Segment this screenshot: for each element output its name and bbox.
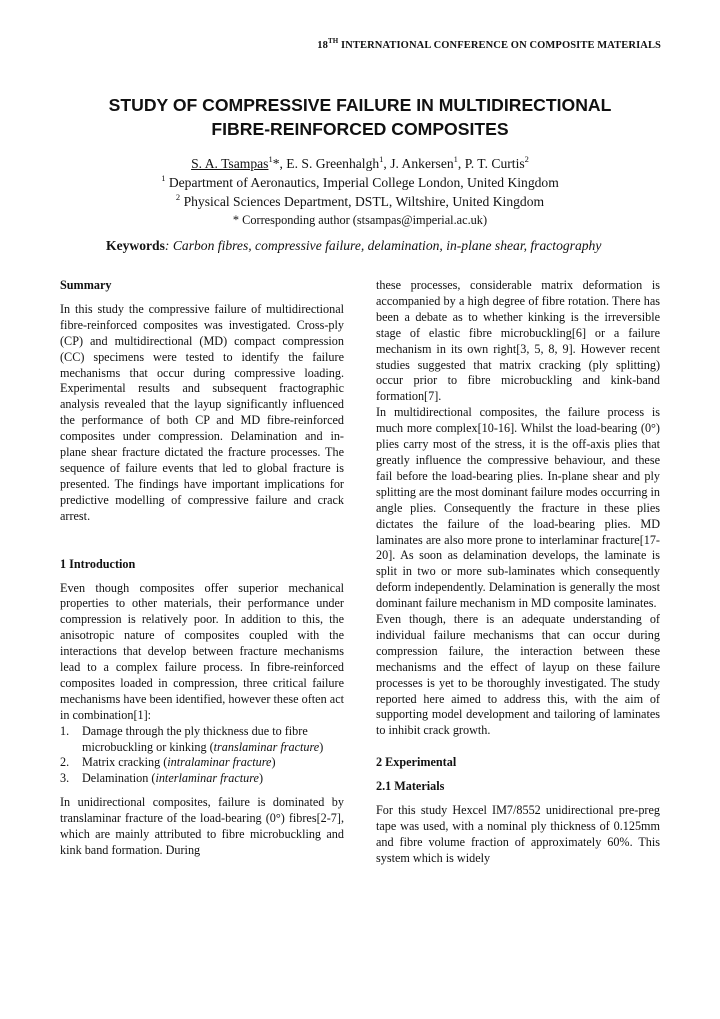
affiliation-1-sup: 1 [161, 173, 166, 183]
summary-body: In this study the compressive failure of multidirectional fibre-reinforced composites was investigated. Cross-ply (CP) and multidirectional (MD) compact compression (CC) specimens were tested to identify the failure mechanisms that occur during compressive loading. Experimental results and subsequent fractographic analysis revealed that the layup significantly influenced the performance of both CP and MD fibre-reinforced composites under compression. Delamination and in-plane shear fracture dictated the fracture processes. The sequence of failure events that led to global fracture is presented. The findings have important implications for predictive modelling of compressive failure and crack arrest. [60, 301, 344, 523]
list-term: interlaminar fracture [155, 771, 259, 786]
author-4-name: , P. T. Curtis [457, 156, 525, 171]
keywords-line [106, 237, 706, 255]
list-close: ) [258, 771, 263, 786]
author-2-sup: 1 [379, 154, 384, 164]
header-ordinal-suffix: TH [328, 37, 339, 45]
right-column [376, 278, 660, 867]
left-column [60, 278, 344, 859]
list-term: translaminar fracture [213, 739, 320, 754]
keywords-label: Keywords [106, 238, 165, 253]
list-term: intralaminar fracture [167, 755, 272, 770]
materials-paragraph-1: For this study Hexcel IM7/8552 unidirectional pre-preg tape was used, with a nominal ply thickness of 0.125mm and fibre volume fraction of approximately 60%. This system which is widely [376, 803, 660, 865]
list-number: 3. [60, 771, 70, 786]
list-number: 1. [60, 723, 70, 738]
keywords-text: Carbon fibres, compressive failure, delamination, in-plane shear, fractography [172, 238, 602, 253]
list-item [60, 724, 344, 756]
title-line-1: STUDY OF COMPRESSIVE FAILURE IN MULTIDIRECTIONAL [108, 95, 612, 115]
introduction-paragraph-3: these processes, considerable matrix deformation is accompanied by a high degree of fibre rotation. There has been a debate as to whether kinking is the irreversible stage of elastic fibre microbuckling[6] or a failure mechanism in its own right[3, 5, 8, 9]. However recent studies suggested that matrix cracking (ply splitting) occur prior to fibre microbuckling and kink-band formation[7]. [376, 278, 660, 404]
affiliation-1-text: Department of Aeronautics, Imperial College London, United Kingdom [165, 175, 559, 190]
header-text: INTERNATIONAL CONFERENCE ON COMPOSITE MATERIALS [338, 40, 661, 51]
author-1-sup: 1 [268, 154, 273, 164]
author-1-mark: *, [272, 156, 287, 171]
list-text: Matrix cracking ( [82, 755, 168, 770]
list-close: ) [319, 739, 324, 754]
author-2-name: E. S. Greenhalgh [286, 156, 380, 171]
paper-title [60, 93, 660, 141]
experimental-heading: 2 Experimental [376, 755, 457, 770]
affiliation-2-text: Physical Sciences Department, DSTL, Wiltshire, United Kingdom [180, 194, 545, 209]
author-names [60, 154, 660, 173]
author-3-name: , J. Ankersen [383, 156, 454, 171]
introduction-paragraph-2: In unidirectional composites, failure is dominated by translaminar fracture of the load-bearing (0°) fibres[2-7], which are mainly attributed to fibre microbuckling and kink band formation. During [60, 795, 344, 857]
introduction-paragraph-1: Even though composites offer superior mechanical properties to other materials, their performance under compression is relatively poor. In addition to this, the anisotropic nature of composites coupled with the interactions that develop between fracture mechanisms lead to a complex failure process. In fibre-reinforced composites loaded in compression, three critical failure mechanisms have been identified, however these often act in combination[1]: [60, 580, 344, 722]
failure-mechanism-list [60, 724, 344, 788]
list-number: 2. [60, 755, 70, 770]
introduction-paragraph-4: In multidirectional composites, the failure process is much more complex[10-16]. Whilst the load-bearing (0°) plies carry most of the stress, it is the off-axis plies that greatly influence the compressive behaviour, and these fail before the load-bearing plies. In-plane shear and ply splitting are the most dominant failure modes occurring in angle plies. Consequently the fracture in these plies dictates the failure of the load-bearing plies. MD laminates are also more prone to interlaminar fracture[17-20]. As soon as delamination develops, the laminate is split in two or more sub-laminates which consequently deform independently. Delamination is generally the most dominant failure mechanism in MD composite laminates. [376, 405, 660, 611]
list-item [60, 755, 344, 771]
author-block [60, 154, 660, 230]
author-4-sup: 2 [524, 154, 529, 164]
affiliation-2-sup: 2 [175, 192, 181, 202]
conference-header [0, 37, 661, 51]
affiliation-1 [60, 173, 660, 192]
author-1-name: S. A. Tsampas [191, 156, 269, 171]
list-text: Delamination ( [82, 771, 156, 786]
list-item [60, 771, 344, 787]
keywords-colon: : [164, 238, 173, 253]
list-text: Damage through the ply thickness due to fibre microbuckling or kinking ( [82, 723, 308, 754]
affiliation-2 [60, 192, 660, 211]
header-ordinal-number: 18 [317, 40, 328, 51]
list-close: ) [271, 755, 276, 770]
title-line-2: FIBRE-REINFORCED COMPOSITES [211, 119, 509, 139]
summary-heading: Summary [60, 278, 112, 292]
introduction-heading: 1 Introduction [60, 556, 136, 571]
author-3-sup: 1 [453, 154, 458, 164]
materials-subheading: 2.1 Materials [376, 779, 445, 794]
introduction-paragraph-5: Even though, there is an adequate understanding of individual failure mechanisms that can occur during compression failure, the interaction between these mechanisms and the effect of layup on these failure processes is yet to be thoroughly investigated. The study reported here aimed to address this, with the aim of supporting model development and tailoring of laminates to inhibit crack growth. [376, 612, 660, 738]
corresponding-author: * Corresponding author (stsampas@imperial.ac.uk) [232, 213, 488, 227]
